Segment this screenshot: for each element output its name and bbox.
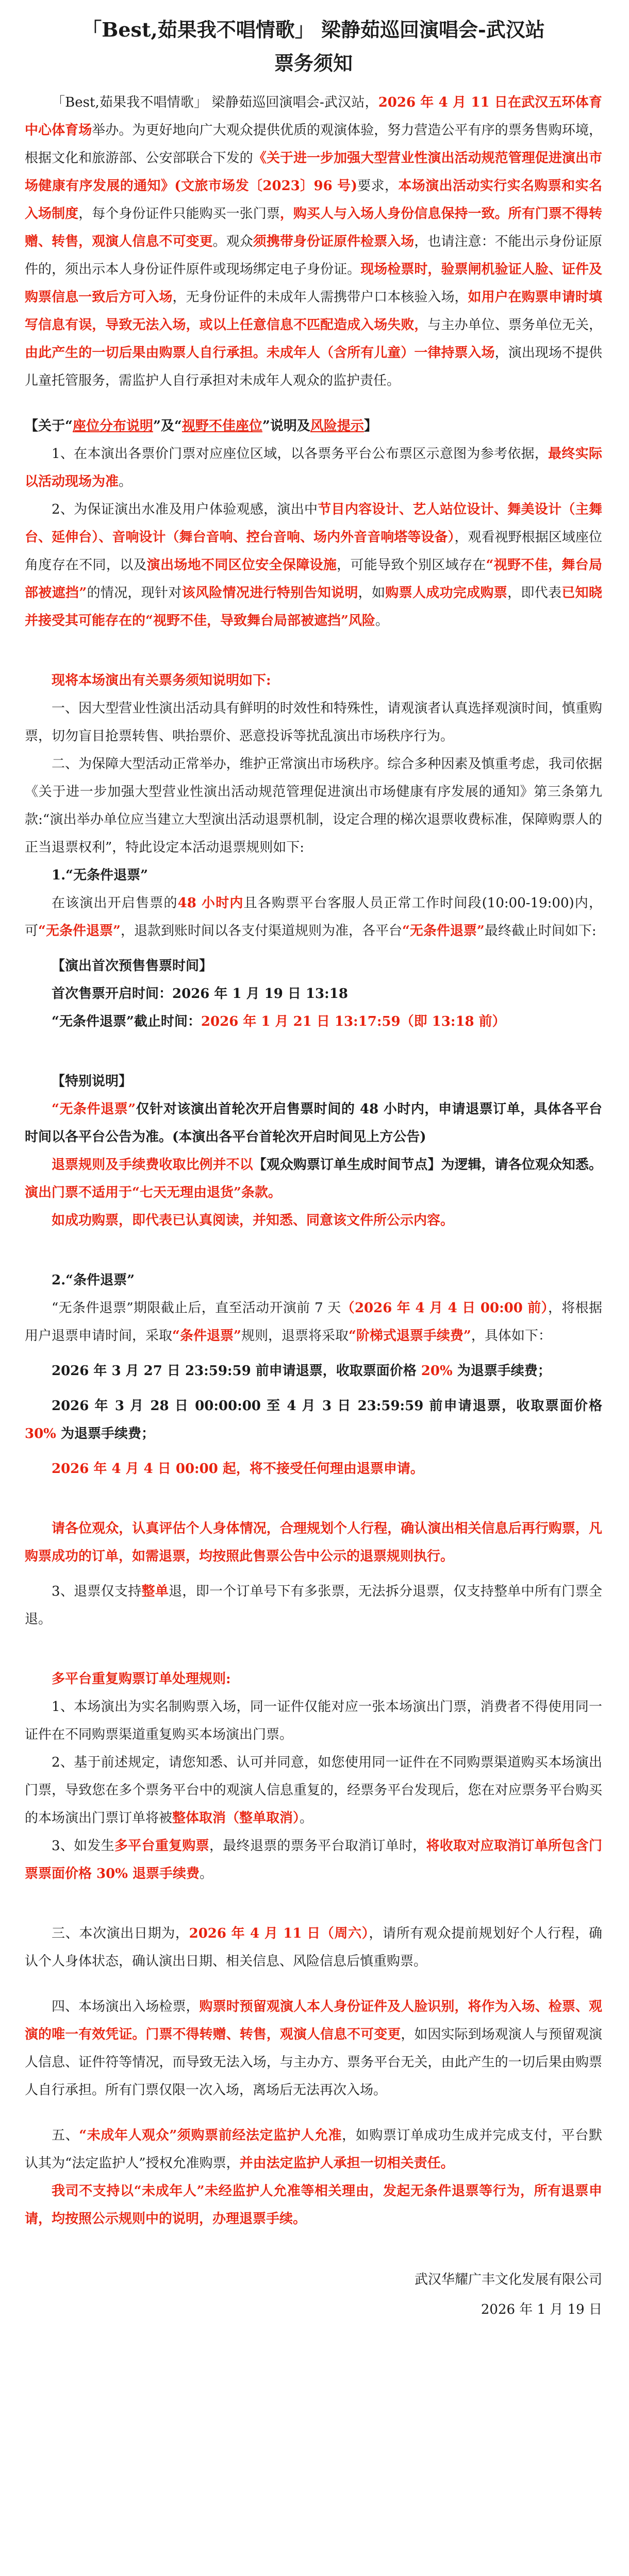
seat-text: ，观看视野根据区域座位角度存在不同，以及 — [25, 530, 602, 573]
multi-text: 。 — [300, 1810, 313, 1826]
closing-text: 三、本次演出日期为， — [52, 1926, 189, 1941]
seat-text: 2、为保证演出水准及用户体验观感，演出中 — [52, 502, 318, 517]
intro-text-3: 要求， — [357, 178, 399, 194]
tier-rate: 30% — [25, 1426, 56, 1442]
refund-text: 在该演出开启售票的 — [52, 895, 178, 911]
closing-text-highlight: 并由法定监护人承担一切相关责任。 — [239, 2156, 454, 2171]
special-text: 为逻辑，请各位观众知悉。 — [441, 1157, 602, 1173]
conditional-text: 3、退票仅支持 — [52, 1584, 142, 1599]
multi-text-highlight: 多平台重复购票 — [114, 1838, 209, 1854]
intro-text-9: ，演出现场不提供儿童托管服务，需监护人自行承担对未成年人观众的监护责任。 — [25, 345, 602, 388]
seat-text: 1、在本演出各票价门票对应座位区域，以各票务平台公布票区示意图为参考依据， — [52, 446, 549, 462]
conditional-text: “无条件退票”期限截止后，直至活动开演前 7 天 — [52, 1300, 341, 1316]
multi-text: ，最终退票的票务平台取消订单时， — [209, 1838, 426, 1854]
tier-rate: 20% — [421, 1363, 453, 1379]
page-subtitle: 票务须知 — [274, 52, 353, 75]
special-paragraph-1 — [25, 1095, 602, 1151]
conditional-text: ，具体如下： — [471, 1328, 552, 1344]
sales-paragraph-1: 一、因大型营业性演出活动具有鲜明的时效性和特殊性，请观演者认真选择观演时间，慎重购票，切勿盲目抢票转售、哄抬票价、恶意投诉等扰乱演出市场秩序行为。 — [25, 701, 602, 744]
seat-head-part: 风险提示 — [310, 418, 364, 434]
special-text-highlight: 如成功购票，即代表 — [52, 1213, 173, 1228]
seat-text-highlight: “视野不佳，舞台局部被遮挡” — [25, 557, 602, 601]
event-venue: 在武汉五环体育中心体育场 — [25, 95, 602, 138]
refund-text: ，退款到账时间以各支付渠道规则为准，各平台 — [120, 923, 402, 939]
intro-text-5: 。观众 — [212, 234, 253, 249]
multi-text: 2、基于前述规定，请您知悉、认可并同意，如您使用同一证件在不同购票渠道购买本场演出门票，导致您在多个票务平台中的观演人信息重复的，经票务平台发现后，您在对应票务平台购买的本场演出门票订单将被 — [25, 1755, 602, 1826]
seat-head-part: 】 — [363, 418, 377, 434]
conditional-refund-heading: 2.“条件退票” — [52, 1273, 135, 1288]
first-sale-label: 首次售票开启时间： — [52, 986, 173, 1002]
special-text-highlight: 已认真阅读，并知悉、同意该文件所公示内容。 — [172, 1213, 454, 1228]
signature-date: 2026 年 1 月 19 日 — [481, 2302, 602, 2317]
multi-text: 。 — [200, 1866, 213, 1882]
whole-order-refund-paragraph — [25, 1578, 602, 1633]
seat-text: 。 — [375, 613, 389, 629]
intro-text-6: ，也请注意：不能出示身份证原件的，须出示本人身份证件原件或现场绑定电子身份证。 — [25, 234, 602, 277]
seat-text: 的情况，现针对 — [87, 585, 182, 601]
tier-2-rule — [25, 1392, 602, 1448]
refund-text: 且各购票平台客服人员正常工作时间段(10:00-19:00)内，可 — [25, 895, 602, 939]
refund-text-highlight: “无条件退票” — [38, 923, 121, 939]
special-heading: 【特别说明】 — [52, 1074, 133, 1089]
purchase-warning: 请各位观众，认真评估个人身体情况，合理规划个人行程，确认演出相关信息后再行购票，凡购票成功的订单，如需退票，均按照此售票公告中公示的退票规则执行。 — [25, 1521, 602, 1564]
refund-text: 最终截止时间如下: — [484, 923, 597, 939]
seat-head-part: 视野不佳座位 — [181, 418, 262, 434]
deadline-label: “无条件退票”截止时间： — [52, 1014, 201, 1029]
multi-platform-paragraph-1: 1、本场演出为实名制购票入场，同一证件仅能对应一张本场演出门票，消费者不得使用同一证件在不同购票渠道重复购买本场演出门票。 — [25, 1699, 602, 1742]
seat-text: ，即代表 — [507, 585, 562, 601]
tier-text: ，收取票面价格 — [502, 1398, 602, 1414]
special-text-highlight: “无条件退票” — [52, 1101, 136, 1117]
intro-paragraph — [25, 89, 602, 395]
id-card-rule: 须携带身份证原件检票入场 — [253, 234, 415, 249]
conditional-text-highlight: “条件退票” — [172, 1328, 241, 1344]
intro-text-7: ，无身份证件的未成年人需携带户口本核验入场， — [172, 290, 468, 305]
closing-text: ，如购票订单成功生成并完成支付，平台默认其为“法定监护人”授权允准购票， — [25, 2128, 602, 2171]
closing-text-highlight: 购票时预留观演人本人身份证件及人脸识别，将作为入场、检票、观演的唯一有效凭证。门票不得转赠、转售，观演人信息不可变更 — [25, 1999, 602, 2042]
seat-text-highlight: 已知晓并接受其可能存在的“视野不佳，导致舞台局部被遮挡”风险 — [25, 585, 602, 629]
seat-head-part: 【关于“ — [25, 418, 73, 434]
seat-head-part: ”说明及 — [262, 418, 310, 434]
gate-check-rule: 现场检票时，验票闸机验证人脸、证件及购票信息一致后方可入场 — [25, 262, 602, 305]
first-sale-line — [25, 980, 602, 1008]
first-sale-bracket: 【演出首次预售售票时间】 — [52, 958, 213, 974]
multi-text-highlight: 将收取对应取消订单所包含门票票面价格 30% 退票手续费 — [25, 1838, 602, 1882]
closing-paragraph-5 — [25, 2122, 602, 2177]
seat-text: ，如 — [358, 585, 386, 601]
event-date: 2026 年 4 月 11 日 — [378, 95, 508, 110]
multi-text-highlight: 整体取消（整单取消） — [172, 1810, 300, 1826]
minor-ticket-rule: 由此产生的一切后果由购票人自行承担。未成年人（含所有儿童）一律持票入场 — [25, 345, 495, 361]
seat-text-highlight: 购票人成功完成购票 — [385, 585, 508, 601]
refund-text-highlight: 48 小时内 — [177, 895, 244, 911]
conditional-refund-paragraph — [25, 1294, 602, 1350]
unconditional-refund-paragraph — [25, 889, 602, 945]
tier-text: 为退票手续费； — [56, 1426, 155, 1442]
seat-head-part: ”及“ — [153, 418, 182, 434]
closing-paragraph-5-note: 我司不支持以“未成年人”未经监护人允准等相关理由，发起无条件退票等行为，所有退票申请，均按照公示规则中的说明，办理退票手续。 — [25, 2183, 602, 2227]
page-title: 「Best,茹果我不唱情歌」 梁静茹巡回演唱会-武汉站 — [82, 18, 545, 41]
special-text: 【观众购票订单生成时间节点】 — [253, 1157, 441, 1173]
tier-1-rule — [25, 1357, 602, 1385]
closing-text: 五、 — [52, 2128, 79, 2143]
intro-text-1: 「Best,茹果我不唱情歌」 梁静茹巡回演唱会-武汉站， — [52, 95, 378, 110]
sales-heading: 现将本场演出有关票务须知说明如下: — [52, 673, 271, 688]
conditional-text: ，将根据用户退票申请时间，采取 — [25, 1300, 602, 1344]
tier-text: 2026 年 3 月 27 日 23:59:59 前申请退票，收取票面价格 — [52, 1363, 421, 1379]
deadline-time: 2026 年 1 月 21 日 13:17:59（即 13:18 前） — [201, 1014, 506, 1029]
closing-text: ，请所有观众提前规划好个人行程，确认个人身体状态，确认演出日期、相关信息、风险信息后慎重购票。 — [25, 1926, 602, 1969]
conditional-text-highlight: 整单 — [141, 1584, 169, 1599]
conditional-text-highlight: “阶梯式退票手续费” — [348, 1328, 471, 1344]
closing-paragraph-4 — [25, 1993, 602, 2104]
first-sale-time: 2026 年 1 月 19 日 13:18 — [172, 986, 348, 1002]
multi-platform-paragraph-2 — [25, 1749, 602, 1832]
intro-text-2: 举办。为更好地向广大观众提供优质的观演体验，努力营造公平有序的票务售购环境，根据文化和旅游部、公安部联合下发的 — [25, 123, 602, 166]
seat-text: 。 — [119, 474, 133, 489]
closing-text-highlight: “未成年人观众”须购票前经法定监护人允准 — [79, 2128, 342, 2143]
conditional-text: 退，即一个订单号下有多张票，无法拆分退票，仅支持整单中所有门票全退。 — [25, 1584, 602, 1627]
special-paragraph-3 — [25, 1207, 602, 1234]
special-text-highlight: 退票规则及手续费收取比例并不以 — [52, 1157, 253, 1173]
intro-text-4: ，每个身份证件只能购买一张门票 — [78, 206, 280, 222]
multi-platform-paragraph-3 — [25, 1832, 602, 1888]
conditional-text: 规则，退票将采取 — [241, 1328, 349, 1344]
deadline-line — [25, 1008, 602, 1036]
no-transfer-rule: ，购买人与入场人身份信息保持一致。所有门票不得转赠、转售，观演人信息不可变更 — [25, 206, 602, 249]
seat-paragraph-2 — [25, 496, 602, 635]
seat-text-highlight: 演出场地不同区位安全保障设施 — [146, 557, 337, 573]
unconditional-refund-heading: 1.“无条件退票” — [52, 868, 148, 883]
special-paragraph-2 — [25, 1151, 602, 1207]
closing-text: ，如因实际到场观演人与预留观演人信息、证件符等情况，而导致无法入场，与主办方、票务平台无关，由此产生的一切后果由购票人自行承担。所有门票仅限一次入场，离场后无法再次入场。 — [25, 2027, 602, 2098]
tier-3-rule: 2026 年 4 月 4 日 00:00 起，将不接受任何理由退票申请。 — [52, 1461, 424, 1477]
real-name-rule: 本场演出活动实行实名购票和实名入场制度 — [25, 178, 602, 222]
seat-text-highlight: 节目内容设计、艺人站位设计、舞美设计（主舞台、延伸台）、音响设计（舞台音响、控台音响、场内外音音响塔等设备） — [25, 502, 602, 545]
conditional-text-highlight: （2026 年 4 月 4 日 00:00 前） — [341, 1300, 548, 1316]
seat-text: ，可能导致个别区域存在 — [337, 557, 486, 573]
seat-text-highlight: 最终实际以活动现场为准 — [25, 446, 602, 489]
sales-paragraph-2: 二、为保障大型活动正常举办，维护正常演出市场秩序。综合多种因素及慎重考虑，我司依据《关于进一步加强大型营业性演出活动规范管理促进演出市场健康有序发展的通知》第三条第九款:“演出举办单位应当建立大型演出活动退票机制，设定合理的梯次退票收费标准，保障购票人的正当退票权利”，特此设定本活动退票规则如下: — [25, 756, 602, 855]
special-text: 仅针对该演出首轮次开启售票时间的 48 小时内，申请退票订单，具体各平台时间以各平台公告为准。(本演出各平台首轮次开启时间见上方公告) — [25, 1101, 602, 1145]
special-text-highlight: 演出门票不适用于“七天无理由退货”条款。 — [25, 1185, 282, 1200]
closing-paragraph-3 — [25, 1920, 602, 1975]
closing-text: 四、本场演出入场检票， — [52, 1999, 200, 2014]
multi-text: 3、如发生 — [52, 1838, 114, 1854]
seat-notice-heading — [25, 412, 602, 440]
seat-head-part: 座位分布说明 — [72, 418, 153, 434]
seat-paragraph-1 — [25, 440, 602, 496]
closing-text-highlight: 2026 年 4 月 11 日（周六） — [189, 1926, 369, 1941]
tier-text: 2026 年 3 月 28 日 00:00:00 至 4 月 3 日 23:59:59 前申请退票 — [52, 1398, 502, 1414]
info-error-rule: 如用户在购票申请时填写信息有误，导致无法入场，或以上任意信息不匹配造成入场失败， — [25, 290, 602, 333]
seat-text-highlight: 该风险情况进行特别告知说明 — [181, 585, 358, 601]
multi-platform-heading: 多平台重复购票订单处理规则: — [52, 1671, 231, 1687]
tier-text: 为退票手续费； — [452, 1363, 551, 1379]
policy-document-ref: 《关于进一步加强大型营业性演出活动规范管理促进演出市场健康有序发展的通知》(文旅市场发〔2023〕96 号) — [25, 150, 602, 194]
intro-text-8: 与主办单位、票务单位无关， — [427, 317, 602, 333]
signature-company: 武汉华耀广丰文化发展有限公司 — [414, 2272, 602, 2287]
refund-text-highlight: “无条件退票” — [402, 923, 485, 939]
